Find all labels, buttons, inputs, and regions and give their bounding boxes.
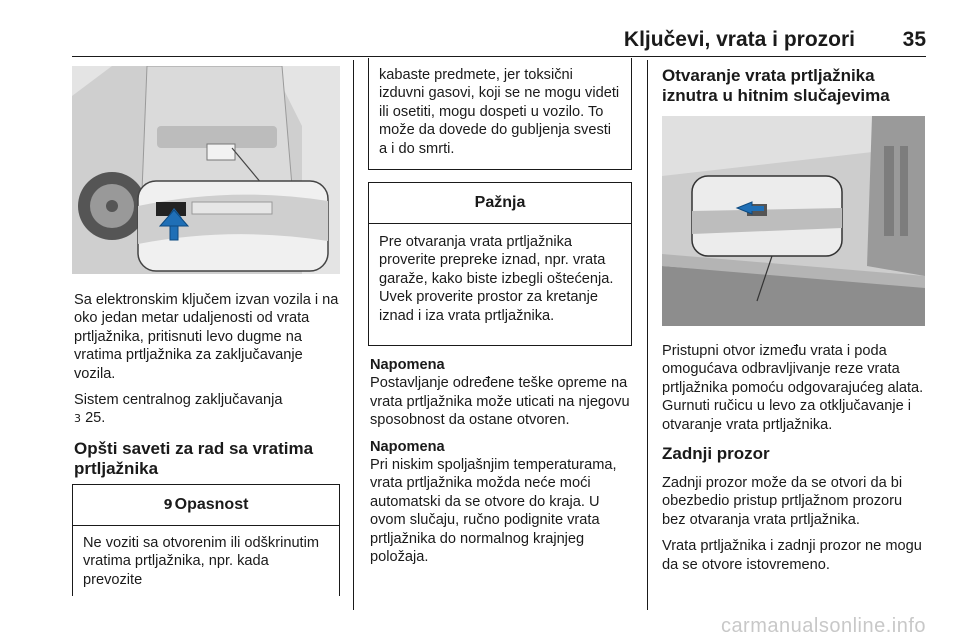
paragraph-rear-window-open: Zadnji prozor može da se otvori da bi obezbedio pristup prtljažnom prozoru bez otvaranja vrata prtljažnika. xyxy=(662,475,903,528)
heading-rear-window: Zadnji prozor xyxy=(662,444,770,464)
caution-box-title: Pažnja xyxy=(474,194,526,211)
paragraph-central-locking xyxy=(74,391,344,429)
note-2-text: Pri niskim spoljašnjim temperaturama, vrata prtljažnika možda neće moći automatski da se otvore do kraja. U ovom slučaju, ručno podignite vrata prtljažnika do normalnog krajnjeg položaja. xyxy=(370,457,617,566)
danger-box-continued xyxy=(368,58,632,170)
caution-box xyxy=(368,182,632,346)
note-2-title: Napomena xyxy=(370,438,445,455)
danger-box-title: Opasnost xyxy=(174,496,249,513)
column-3-text xyxy=(662,342,928,582)
column-divider-left xyxy=(353,60,354,610)
central-locking-text: Sistem centralnog zaključavanja xyxy=(74,392,283,409)
page-number: 35 xyxy=(902,28,926,51)
danger-box-text: Ne voziti sa otvorenim ili odškrinutim vratima prtljažnika, npr. kada prevozite xyxy=(83,535,320,588)
paragraph-not-simultaneous: Vrata prtljažnika i zadnji prozor ne mogu da se otvore istovremeno. xyxy=(662,538,922,573)
danger-continued-text: kabaste predmete, jer toksični izduvni gasovi, koji se ne mogu videti ili osetiti, mogu dospeti u vozilo. To može da dovede do gubljenja svesti a i do smrti. xyxy=(379,67,620,157)
warning-triangle-icon: 9 xyxy=(163,497,173,513)
note-1-text: Postavljanje određene teške opreme na vrata prtljažnika može uticati na njegovu sposobnost da ostane otvoren. xyxy=(370,375,630,429)
column-3-heading xyxy=(662,66,932,116)
heading-general-advice: Opšti saveti za rad sa vratima prtljažnika xyxy=(74,438,314,478)
heading-emergency-opening: Otvaranje vrata prtljažnika iznutra u hitnim slučajevima xyxy=(662,66,890,105)
column-divider-right xyxy=(647,60,648,610)
paragraph-electronic-key: Sa elektronskim ključem izvan vozila i na oko jedan metar udaljenosti od vrata prtljažnika, pritisnuti levo dugme na vratima prtljažnika za zaključavanje vozila. xyxy=(74,292,339,382)
tailgate-interior-figure xyxy=(662,116,925,326)
column-1-text xyxy=(74,291,344,489)
tailgate-exterior-figure xyxy=(72,66,340,274)
danger-box-header xyxy=(73,485,339,526)
column-2-notes xyxy=(370,356,636,574)
header-rule xyxy=(72,56,926,57)
running-header-title: Ključevi, vrata i prozori xyxy=(623,28,855,51)
cross-reference-link[interactable]: 25. xyxy=(85,410,106,427)
watermark: carmanualsonline.info xyxy=(720,615,926,637)
caution-box-text: Pre otvaranja vrata prtljažnika proverite prepreke iznad, npr. vrata garaže, kako biste izbegli oštećenja. Uvek proverite prostor za kretanje iznad i iza vrata prtljažnika. xyxy=(379,234,614,324)
caution-box-header xyxy=(369,183,631,224)
cross-reference-icon: 3 xyxy=(74,412,81,426)
danger-box xyxy=(72,484,340,596)
note-1-title: Napomena xyxy=(370,357,445,373)
paragraph-access-opening: Pristupni otvor između vrata i poda omogućava odbravljivanje reze vrata prtljažnika pomoću odgovarajućeg alata. Gurnuti ručicu u levo za otključavanje i otvaranje vrata prtljažnika. xyxy=(662,343,924,433)
